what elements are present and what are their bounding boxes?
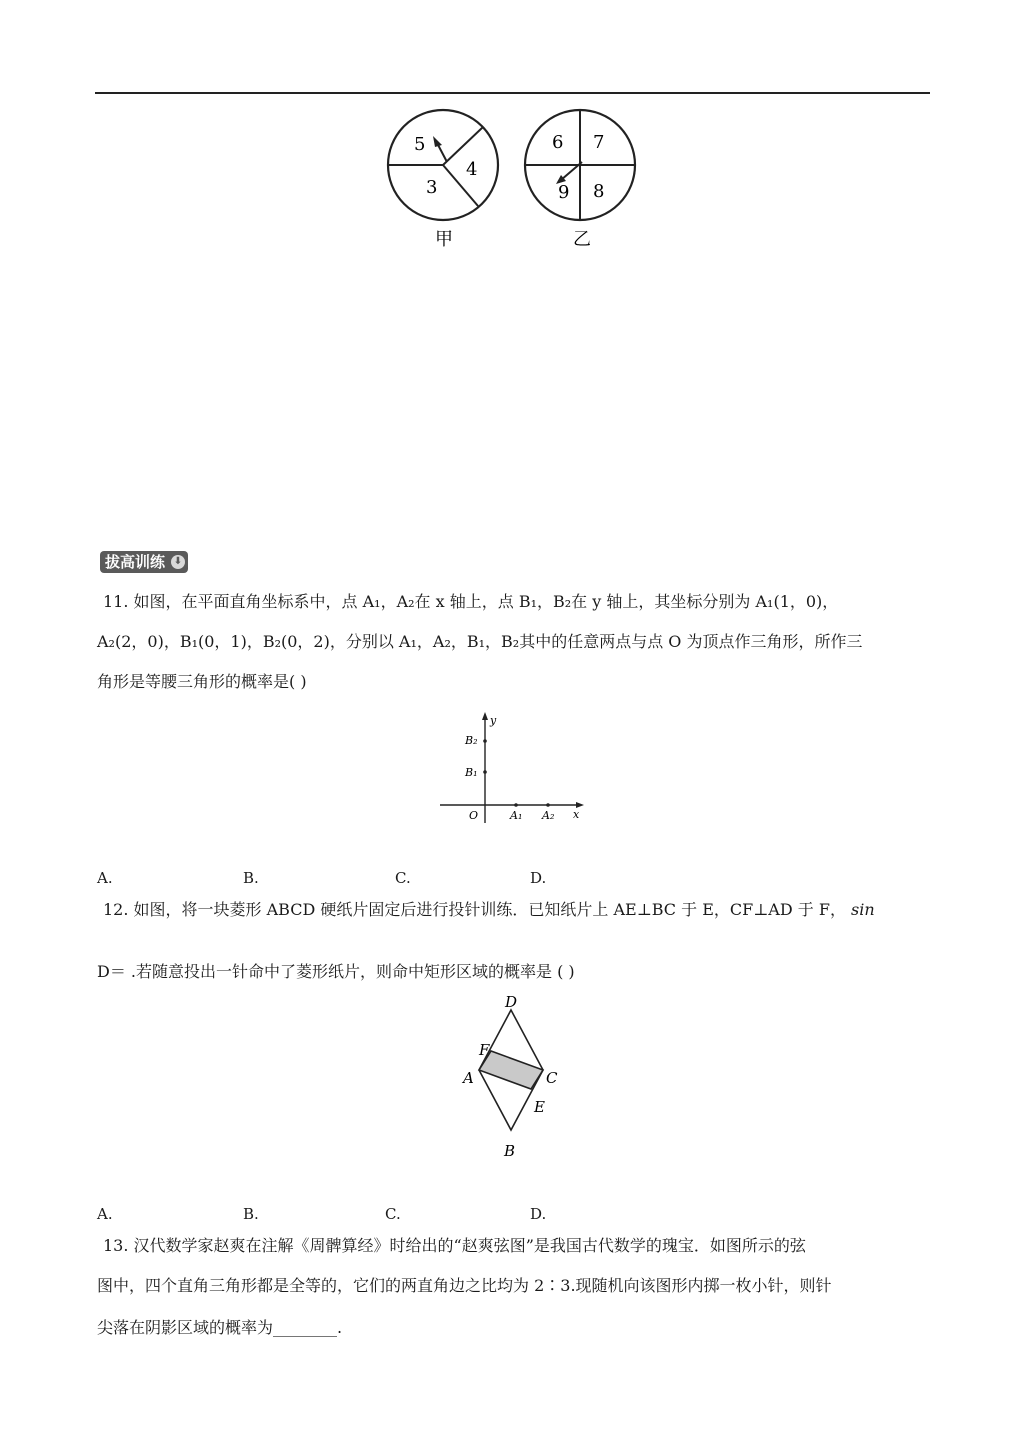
vertex-d-label: D <box>505 993 518 1011</box>
left-wheel-section-1: 5 <box>414 134 426 155</box>
vertex-b-label: B <box>504 1142 516 1160</box>
q12-line-1-sin: sin <box>851 900 875 919</box>
q11-option-a[interactable]: A. <box>97 869 113 887</box>
spinner-figure <box>380 105 650 255</box>
top-rule <box>95 92 930 94</box>
q13-line-1: 13. 汉代数学家赵爽在注解《周髀算经》时给出的“赵爽弦图”是我国古代数学的瑰宝．如图所示的弦 <box>103 1236 806 1255</box>
vertex-e-label: E <box>534 1098 545 1116</box>
point-b2-label: B₂ <box>465 734 478 747</box>
q12-option-b[interactable]: B. <box>243 1205 259 1223</box>
q12-line-1-text: 12. 如图，将一块菱形 ABCD 硬纸片固定后进行投针训练．已知纸片上 AE⊥BC 于 E，CF⊥AD 于 F， <box>103 900 846 919</box>
q11-option-c[interactable]: C. <box>395 869 411 887</box>
right-wheel <box>525 110 635 250</box>
q12-line-2: D＝ .若随意投出一针命中了菱形纸片，则命中矩形区域的概率是 ( ) <box>97 962 575 981</box>
q13-line-3: 尖落在阴影区域的概率为________. <box>97 1318 343 1337</box>
right-wheel-section-2: 7 <box>593 132 605 153</box>
x-axis-label: x <box>573 808 580 821</box>
left-wheel-section-3: 3 <box>426 177 438 198</box>
vertex-f-label: F <box>479 1041 490 1059</box>
q11-line-2: A₂(2，0)，B₁(0，1)，B₂(0，2)，分别以 A₁，A₂，B₁，B₂其中的任意两点与点 O 为顶点作三角形，所作三 <box>97 632 863 651</box>
q11-line-3: 角形是等腰三角形的概率是( ) <box>97 672 307 691</box>
right-wheel-caption: 乙 <box>573 229 591 250</box>
q12-option-a[interactable]: A. <box>97 1205 113 1223</box>
left-wheel-caption: 甲 <box>435 229 453 250</box>
y-axis-label: y <box>490 714 497 727</box>
rhombus-figure <box>455 992 575 1164</box>
vertex-c-label: C <box>546 1069 558 1087</box>
q11-line-1: 11. 如图，在平面直角坐标系中，点 A₁，A₂在 x 轴上，点 B₁，B₂在 y 轴上，其坐标分别为 A₁(1，0)， <box>103 592 839 611</box>
left-wheel <box>388 110 498 250</box>
download-icon: ⬇ <box>171 555 185 569</box>
q11-option-b[interactable]: B. <box>243 869 259 887</box>
q11-option-d[interactable]: D. <box>530 869 547 887</box>
right-wheel-section-4: 8 <box>593 181 605 202</box>
right-wheel-section-3: 9 <box>558 182 570 203</box>
q12-option-d[interactable]: D. <box>530 1205 547 1223</box>
coordinate-figure <box>430 708 590 828</box>
left-wheel-section-2: 4 <box>466 159 478 180</box>
section-badge <box>100 551 188 573</box>
q12-line-1 <box>103 900 875 920</box>
section-badge-label: 拔高训练 <box>105 553 166 571</box>
vertex-a-label: A <box>463 1069 474 1087</box>
right-wheel-section-1: 6 <box>552 132 564 153</box>
origin-label: O <box>469 809 479 822</box>
point-b1-label: B₁ <box>465 766 478 779</box>
point-a1-label: A₁ <box>510 809 523 822</box>
point-a2-label: A₂ <box>542 809 555 822</box>
q13-line-2: 图中，四个直角三角形都是全等的，它们的两直角边之比均为 2∶3.现随机向该图形内掷一枚小针，则针 <box>97 1276 832 1295</box>
q12-option-c[interactable]: C. <box>385 1205 401 1223</box>
